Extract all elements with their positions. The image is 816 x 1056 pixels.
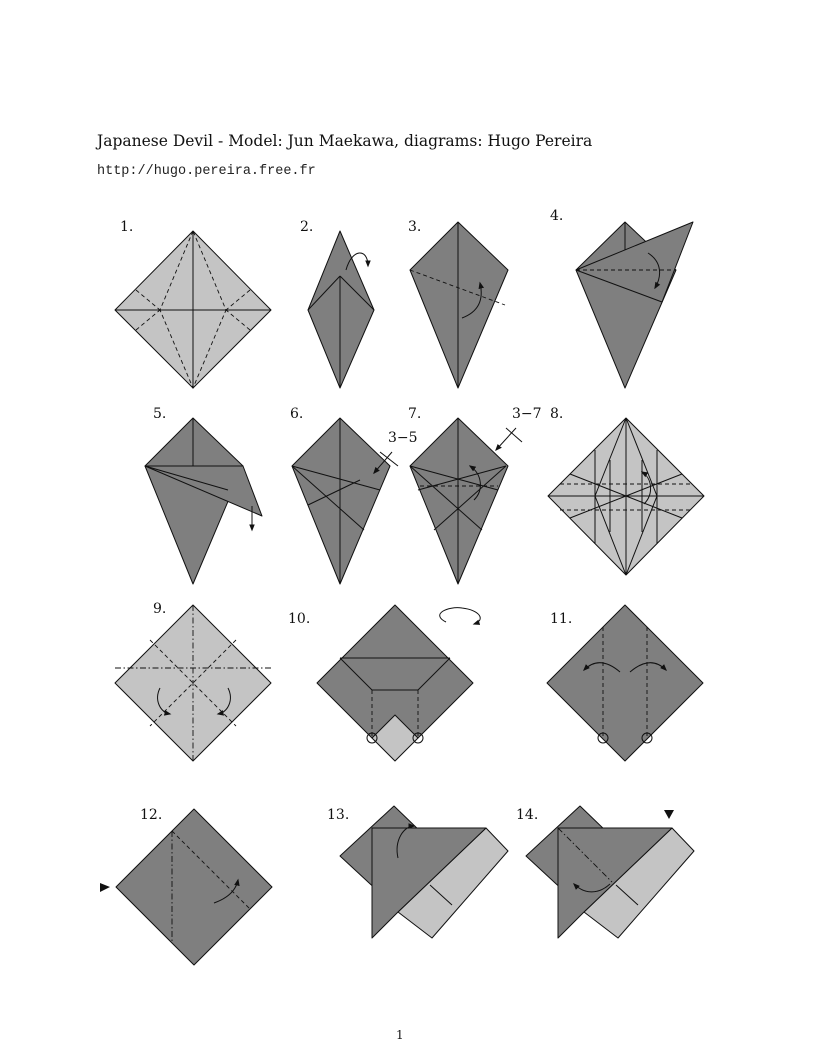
step-4-label: 4.: [550, 208, 564, 224]
step-12-label: 12.: [140, 807, 163, 823]
step-13-diagram: [327, 806, 508, 938]
author-url[interactable]: http://hugo.pereira.free.fr: [97, 164, 316, 179]
step-9-diagram: [115, 601, 271, 761]
step-1-label: 1.: [120, 219, 134, 235]
step-7-diagram: [408, 406, 542, 584]
step-11-diagram: [547, 605, 703, 761]
step-12-diagram: [100, 807, 272, 965]
step-5-label: 5.: [153, 406, 167, 422]
step-8-label: 8.: [550, 406, 564, 422]
step-1-diagram: [115, 219, 271, 388]
step-11-label: 11.: [550, 611, 573, 627]
step-10-label: 10.: [288, 611, 311, 627]
step-10-diagram: [288, 605, 480, 761]
step-6-reference: 3−5: [388, 430, 418, 446]
page-title: Japanese Devil - Model: Jun Maekawa, diagrams: Hugo Pereira: [97, 132, 593, 150]
step-2-diagram: [300, 219, 374, 388]
step-7-label: 7.: [408, 406, 422, 422]
step-7-reference: 3−7: [512, 406, 542, 422]
step-8-diagram: [548, 406, 704, 575]
step-4-diagram: [550, 208, 693, 388]
step-5-diagram: [145, 406, 262, 584]
step-3-diagram: [408, 219, 508, 388]
page-number: 1: [396, 1028, 404, 1042]
step-6-diagram: [290, 406, 418, 584]
step-6-label: 6.: [290, 406, 304, 422]
step-14-diagram: [516, 806, 694, 938]
step-3-label: 3.: [408, 219, 422, 235]
step-2-label: 2.: [300, 219, 314, 235]
step-14-label: 14.: [516, 807, 539, 823]
step-9-label: 9.: [153, 601, 167, 617]
step-13-label: 13.: [327, 807, 350, 823]
